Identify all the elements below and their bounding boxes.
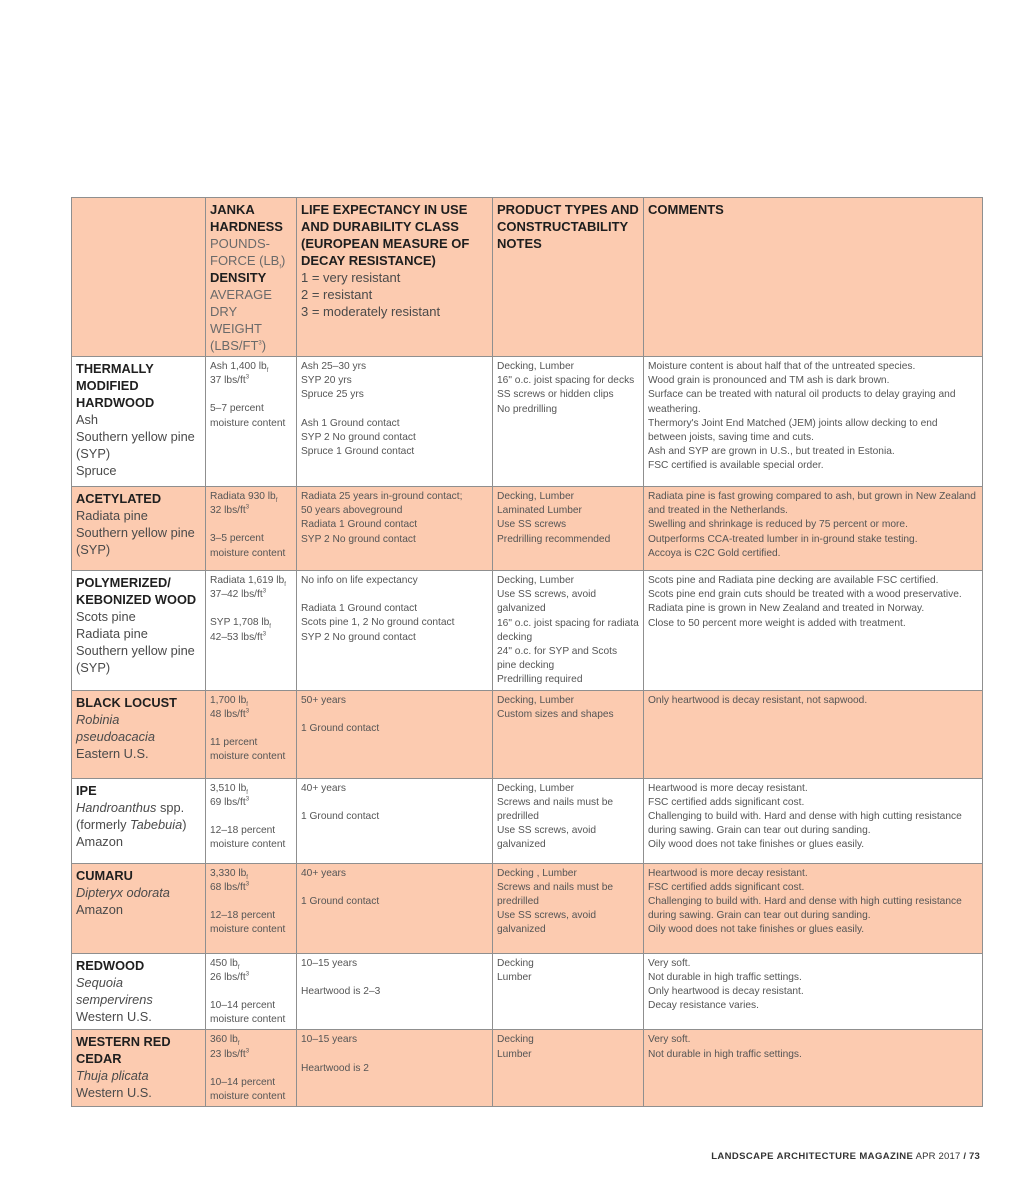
wood-name: REDWOOD xyxy=(76,957,145,973)
wood-species: Ash xyxy=(76,412,99,427)
product-cell: Decking, Lumber Use SS screws, avoid galvanized 16" o.c. joist spacing for radiata decking 24" o.c. for SYP and Scots pine decking Predrilling required xyxy=(493,571,644,691)
table-header-row xyxy=(72,198,983,357)
wood-name-cell xyxy=(72,487,206,571)
footer-separator: / xyxy=(963,1151,967,1162)
wood-name-cell xyxy=(72,1030,206,1107)
wood-origin: Eastern U.S. xyxy=(76,745,149,761)
wood-species: Spruce xyxy=(76,463,117,478)
janka-value: 1,700 $lb_f$ xyxy=(210,694,248,708)
table-row xyxy=(72,571,983,691)
density-value: 37 lbs/$ft^3$ xyxy=(210,374,250,387)
product-cell: Decking, Lumber Laminated Lumber Use SS screws Predrilling recommended xyxy=(493,487,644,571)
janka-cell xyxy=(206,690,297,778)
density-value: 23 lbs/$ft^3$ xyxy=(210,1048,250,1060)
header-janka-title: JANKA HARDNESS xyxy=(210,202,283,234)
wood-origin: Amazon xyxy=(76,833,123,849)
table-row xyxy=(72,357,983,487)
wood-species-latin: Sequoia sempervirens xyxy=(76,974,153,1007)
wood-origin: Western U.S. xyxy=(76,1008,152,1024)
wood-species-former: (formerly Tabebuia) xyxy=(76,816,187,832)
header-life-scale-1: 1 = very resistant xyxy=(301,270,401,285)
wood-species-latin: Robinia pseudoacacia xyxy=(76,711,155,744)
header-janka-unit: POUNDS-FORCE $(LB_f)$ xyxy=(210,236,286,271)
wood-species: Southern yellow pine (SYP) xyxy=(76,429,195,461)
wood-name-cell xyxy=(72,571,206,691)
header-life-title: LIFE EXPECTANCY IN USE AND DURABILITY CLASS (EUROPEAN MEASURE OF DECAY RESISTANCE) xyxy=(301,202,470,268)
comments-cell: Very soft. Not durable in high traffic settings. Only heartwood is decay resistant. Decay resistance varies. xyxy=(644,953,983,1030)
wood-name: CUMARU xyxy=(76,867,133,883)
janka-value: 360 $lb_f$ xyxy=(210,1034,240,1048)
wood-name: BLACK LOCUST xyxy=(76,694,177,710)
page-footer xyxy=(711,1151,980,1162)
janka-value: Ash 1,400 $lb_f$ xyxy=(210,361,269,375)
wood-species: Southern yellow pine (SYP) xyxy=(76,643,195,675)
header-comments xyxy=(644,198,983,357)
issue-date: APR 2017 xyxy=(915,1151,961,1162)
product-cell: Decking , Lumber Screws and nails must be predrilled Use SS screws, avoid galvanized xyxy=(493,863,644,953)
janka-cell xyxy=(206,487,297,571)
janka-value: Radiata 1,619 $lb_f$ xyxy=(210,575,286,589)
comments-cell: Only heartwood is decay resistant, not sapwood. xyxy=(644,690,983,778)
janka-cell xyxy=(206,571,297,691)
page-number: 73 xyxy=(969,1151,980,1162)
moisture-value: 12–18 percent moisture content xyxy=(210,910,286,936)
life-cell: 40+ years 1 Ground contact xyxy=(297,778,493,863)
moisture-value: 5–7 percent moisture content xyxy=(210,403,286,429)
janka-cell xyxy=(206,357,297,487)
product-cell: Decking Lumber xyxy=(493,953,644,1030)
density-value: 68 lbs/$ft^3$ xyxy=(210,881,250,893)
janka-cell xyxy=(206,863,297,953)
header-product-types xyxy=(493,198,644,357)
life-cell: No info on life expectancy Radiata 1 Ground contact Scots pine 1, 2 No ground contact SYP 2 No ground contact xyxy=(297,571,493,691)
wood-name-cell xyxy=(72,778,206,863)
header-comments-title: COMMENTS xyxy=(648,202,724,217)
wood-species: Southern yellow pine (SYP) xyxy=(76,525,195,557)
table-row xyxy=(72,690,983,778)
janka-cell xyxy=(206,778,297,863)
wood-species-latin: Handroanthus spp. xyxy=(76,799,185,815)
density-value: 37–42 lbs/$ft^3$ xyxy=(210,588,267,601)
wood-species-latin: Dipteryx odorata xyxy=(76,884,170,900)
wood-origin: Western U.S. xyxy=(76,1085,152,1101)
header-life-expectancy xyxy=(297,198,493,357)
product-cell: Decking, Lumber Custom sizes and shapes xyxy=(493,690,644,778)
product-cell: Decking, Lumber 16" o.c. joist spacing for decks SS screws or hidden clips No predrilling xyxy=(493,357,644,487)
magazine-name: LANDSCAPE ARCHITECTURE MAGAZINE xyxy=(711,1151,914,1162)
header-life-scale-2: 2 = resistant xyxy=(301,287,373,302)
janka-cell xyxy=(206,953,297,1030)
janka-value: 450 $lb_f$ xyxy=(210,957,240,971)
table-row xyxy=(72,487,983,571)
moisture-value: 10–14 percent moisture content xyxy=(210,1000,286,1026)
header-janka xyxy=(206,198,297,357)
wood-comparison-table xyxy=(71,197,983,1107)
moisture-value: 12–18 percent moisture content xyxy=(210,825,286,851)
wood-name-cell xyxy=(72,690,206,778)
header-empty-cell xyxy=(72,198,206,357)
life-cell: Radiata 25 years in-ground contact; 50 years aboveground Radiata 1 Ground contact SYP 2 No ground contact xyxy=(297,487,493,571)
wood-name: ACETYLATED xyxy=(76,491,162,506)
wood-name: THERMALLY MODIFIED HARDWOOD xyxy=(76,361,155,410)
comments-cell: Very soft. Not durable in high traffic settings. xyxy=(644,1030,983,1107)
table-row xyxy=(72,863,983,953)
product-cell: Decking Lumber xyxy=(493,1030,644,1107)
life-cell: 10–15 years Heartwood is 2–3 xyxy=(297,953,493,1030)
table-row xyxy=(72,1030,983,1107)
wood-species: Radiata pine xyxy=(76,508,148,523)
density-value: 48 lbs/$ft^3$ xyxy=(210,708,250,720)
density-value: 26 lbs/$ft^3$ xyxy=(210,971,250,983)
wood-name-cell xyxy=(72,953,206,1030)
wood-name: POLYMERIZED/ KEBONIZED WOOD xyxy=(76,575,197,607)
life-cell: 40+ years 1 Ground contact xyxy=(297,863,493,953)
janka-value: Radiata 930 $lb_f$ xyxy=(210,491,278,505)
table-row xyxy=(72,953,983,1030)
comments-cell: Moisture content is about half that of the untreated species. Wood grain is pronounced and TM ash is dark brown. Surface can be treated with natural oil products to delay graying and weathering. Thermory's Joint End Matched (JEM) joints allow decking to end between joists, saving time and cuts. Ash and SYP are grown in U.S., but treated in Estonia. FSC certified is available special order. xyxy=(644,357,983,487)
life-cell: 50+ years 1 Ground contact xyxy=(297,690,493,778)
comments-cell: Heartwood is more decay resistant. FSC certified adds significant cost. Challenging to build with. Hard and dense with high cutting resistance during sawing. Grain can tear out during sanding. Oily wood does not take finishes or glues easily. xyxy=(644,863,983,953)
life-cell: Ash 25–30 yrs SYP 20 yrs Spruce 25 yrs Ash 1 Ground contact SYP 2 No ground contact Spruce 1 Ground contact xyxy=(297,357,493,487)
wood-origin: Amazon xyxy=(76,901,123,917)
table-row xyxy=(72,778,983,863)
janka-value: 3,510 $lb_f$ xyxy=(210,782,248,796)
comments-cell: Scots pine and Radiata pine decking are available FSC certified. Scots pine end grain cuts should be treated with a wood preservative. Radiata pine is grown in New Zealand and treated in Norway. Close to 50 percent more weight is added with treatment. xyxy=(644,571,983,691)
wood-name-cell xyxy=(72,863,206,953)
moisture-value: 3–5 percent moisture content xyxy=(210,533,286,559)
header-product-title: PRODUCT TYPES AND CONSTRUCTABILITY NOTES xyxy=(497,202,639,251)
wood-name: IPE xyxy=(76,782,97,798)
wood-name: WESTERN RED CEDAR xyxy=(76,1034,171,1067)
product-cell: Decking, Lumber Screws and nails must be predrilled Use SS screws, avoid galvanized xyxy=(493,778,644,863)
janka-value: 3,330 $lb_f$ xyxy=(210,867,248,881)
janka-cell xyxy=(206,1030,297,1107)
life-cell: 10–15 years Heartwood is 2 xyxy=(297,1030,493,1107)
comments-cell: Heartwood is more decay resistant. FSC certified adds significant cost. Challenging to build with. Hard and dense with high cutting resistance during sawing. Grain can tear out during sanding. Oily wood does not take finishes or glues easily. xyxy=(644,778,983,863)
density-value: 32 lbs/$ft^3$ xyxy=(210,504,250,517)
wood-species-latin: Thuja plicata xyxy=(76,1068,149,1084)
wood-species: Radiata pine xyxy=(76,626,148,641)
comments-cell: Radiata pine is fast growing compared to ash, but grown in New Zealand and treated in the Netherlands. Swelling and shrinkage is reduced by 75 percent or more. Outperforms CCA-treated lumber in in-ground stake testing. Accoya is C2C Gold certified. xyxy=(644,487,983,571)
density-value-2: 42–53 lbs/$ft^3$ xyxy=(210,631,267,643)
wood-species: Scots pine xyxy=(76,609,136,624)
moisture-value: 10–14 percent moisture content xyxy=(210,1076,286,1103)
header-density-unit: AVERAGE DRY WEIGHT $(LBS/FT^3)$ xyxy=(210,287,272,353)
janka-value-2: SYP 1,708 $lb_f$ xyxy=(210,617,271,631)
header-life-scale-3: 3 = moderately resistant xyxy=(301,304,441,319)
moisture-value: 11 percent moisture content xyxy=(210,737,286,763)
wood-name-cell xyxy=(72,357,206,487)
density-value: 69 lbs/$ft^3$ xyxy=(210,796,250,808)
header-density-title: DENSITY xyxy=(210,270,267,285)
